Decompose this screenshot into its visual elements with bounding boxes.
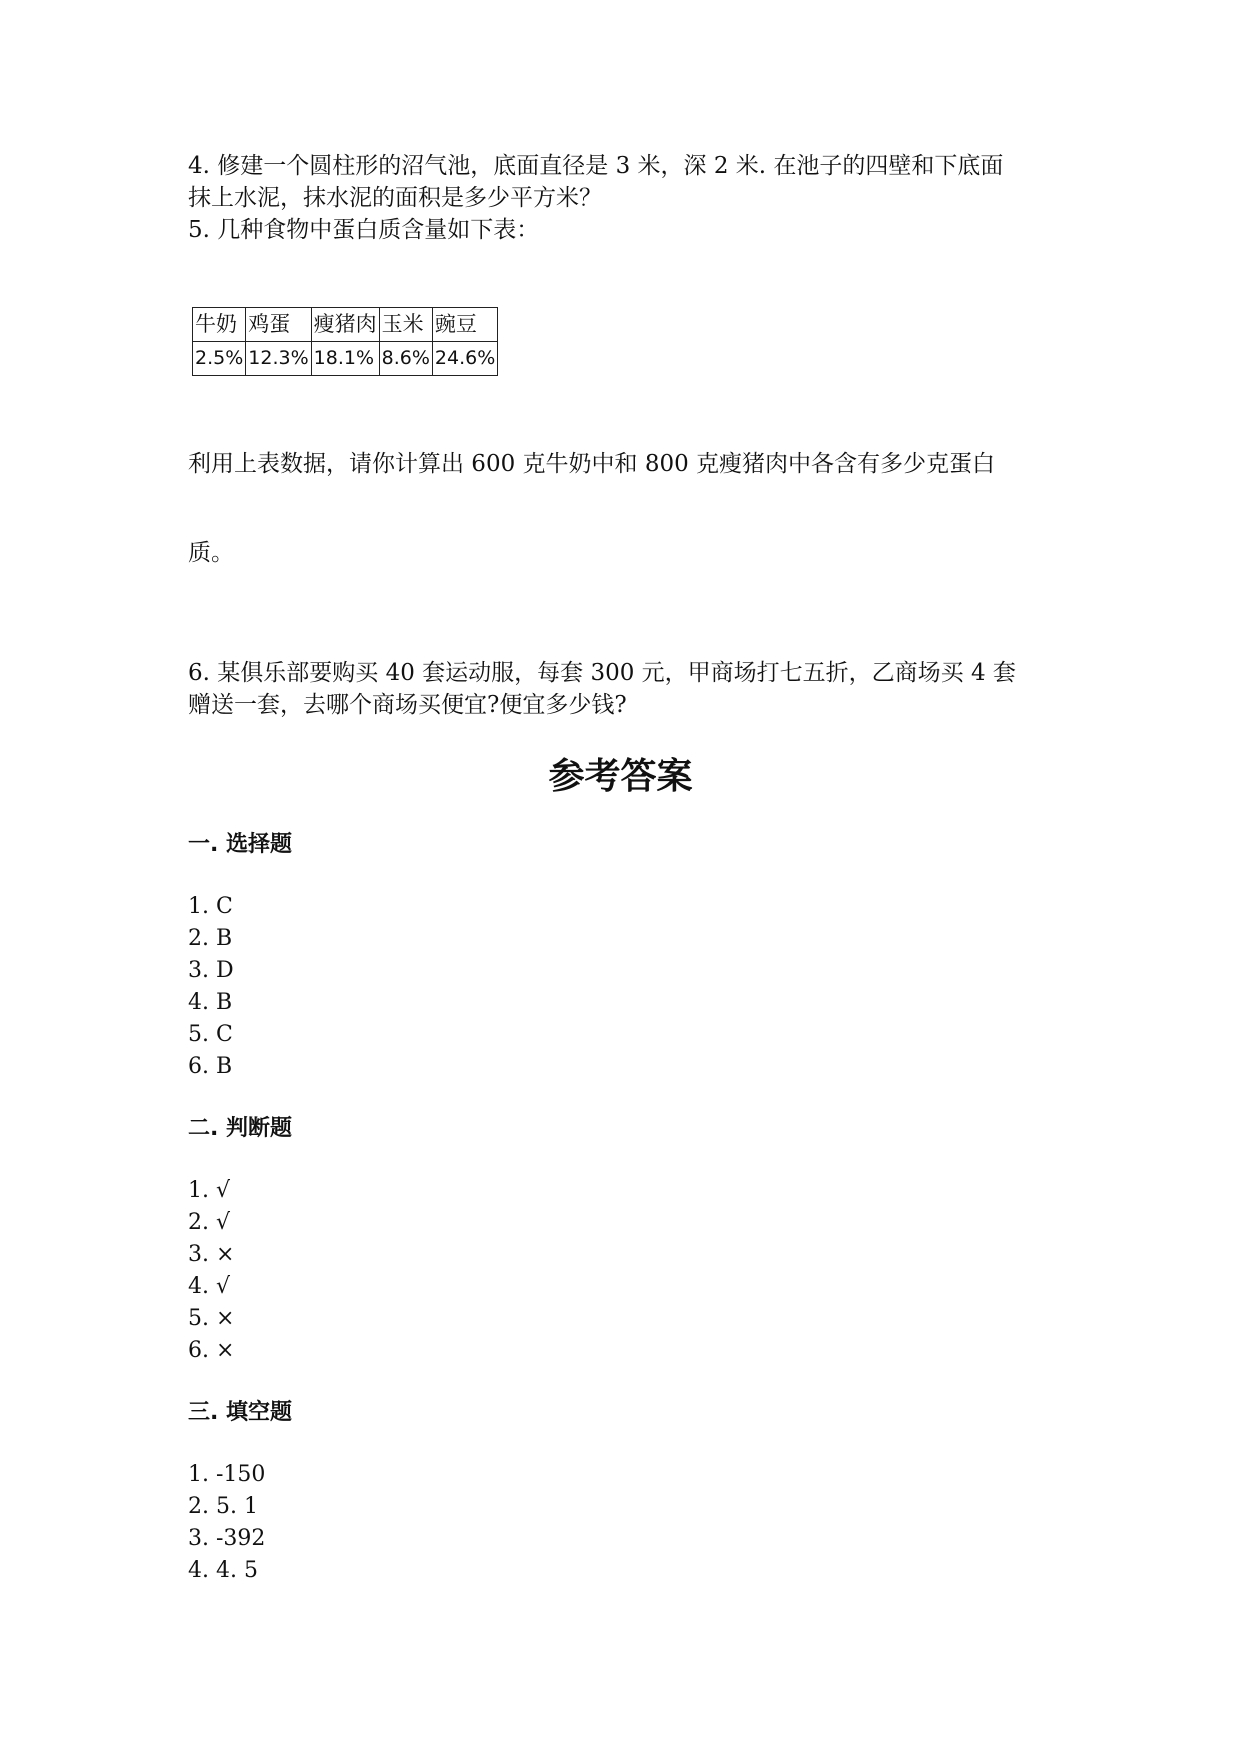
table-value-cell: 2.5% [193,342,246,376]
table-value-cell: 8.6% [379,342,432,376]
question-5-line-2: 质。 [188,540,234,566]
table-value-cell: 24.6% [432,342,497,376]
answers-title: 参考答案 [548,755,693,797]
answer-item: 2. B [188,926,233,951]
question-4-line-2: 抹上水泥，抹水泥的面积是多少平方米？ [188,185,602,211]
table-value-cell: 12.3% [246,342,311,376]
answer-item: 1. √ [188,1178,231,1203]
answer-item: 1. C [188,894,233,919]
answer-item: 6. × [188,1338,235,1363]
answer-item: 6. B [188,1054,233,1079]
question-6-line-1: 6. 某俱乐部要购买 40 套运动服，每套 300 元，甲商场打七五折，乙商场买 4 套 [188,660,1016,686]
protein-table-header-row [193,308,498,342]
answer-item: 4. B [188,990,233,1015]
answer-item: 1. -150 [188,1462,266,1487]
answer-item: 5. C [188,1022,233,1047]
answer-item: 4. √ [188,1274,231,1299]
table-header-cell: 牛奶 [193,308,246,342]
table-header-cell: 鸡蛋 [246,308,311,342]
answer-item: 2. √ [188,1210,231,1235]
answer-item: 3. × [188,1242,235,1267]
section-title-fill-blank: 三. 填空题 [188,1400,293,1425]
answer-item: 5. × [188,1306,235,1331]
answer-item: 2. 5. 1 [188,1494,258,1519]
table-header-cell: 瘦猪肉 [311,308,379,342]
table-header-cell: 豌豆 [432,308,497,342]
protein-table [192,307,498,376]
protein-table-value-row [193,342,498,376]
section-title-choice: 一. 选择题 [188,832,293,857]
answer-item: 3. -392 [188,1526,266,1551]
table-value-cell: 18.1% [311,342,379,376]
answer-item: 4. 4. 5 [188,1558,258,1583]
question-5-line-1: 利用上表数据，请你计算出 600 克牛奶中和 800 克瘦猪肉中各含有多少克蛋白 [188,451,996,477]
section-title-judgment: 二. 判断题 [188,1116,293,1141]
answer-item: 3. D [188,958,234,983]
question-6-line-2: 赠送一套，去哪个商场买便宜?便宜多少钱? [188,692,627,718]
question-4-line-1: 4. 修建一个圆柱形的沼气池，底面直径是 3 米，深 2 米. 在池子的四壁和下底面 [188,153,1004,179]
question-5-intro: 5. 几种食物中蛋白质含量如下表： [188,217,540,243]
table-header-cell: 玉米 [379,308,432,342]
